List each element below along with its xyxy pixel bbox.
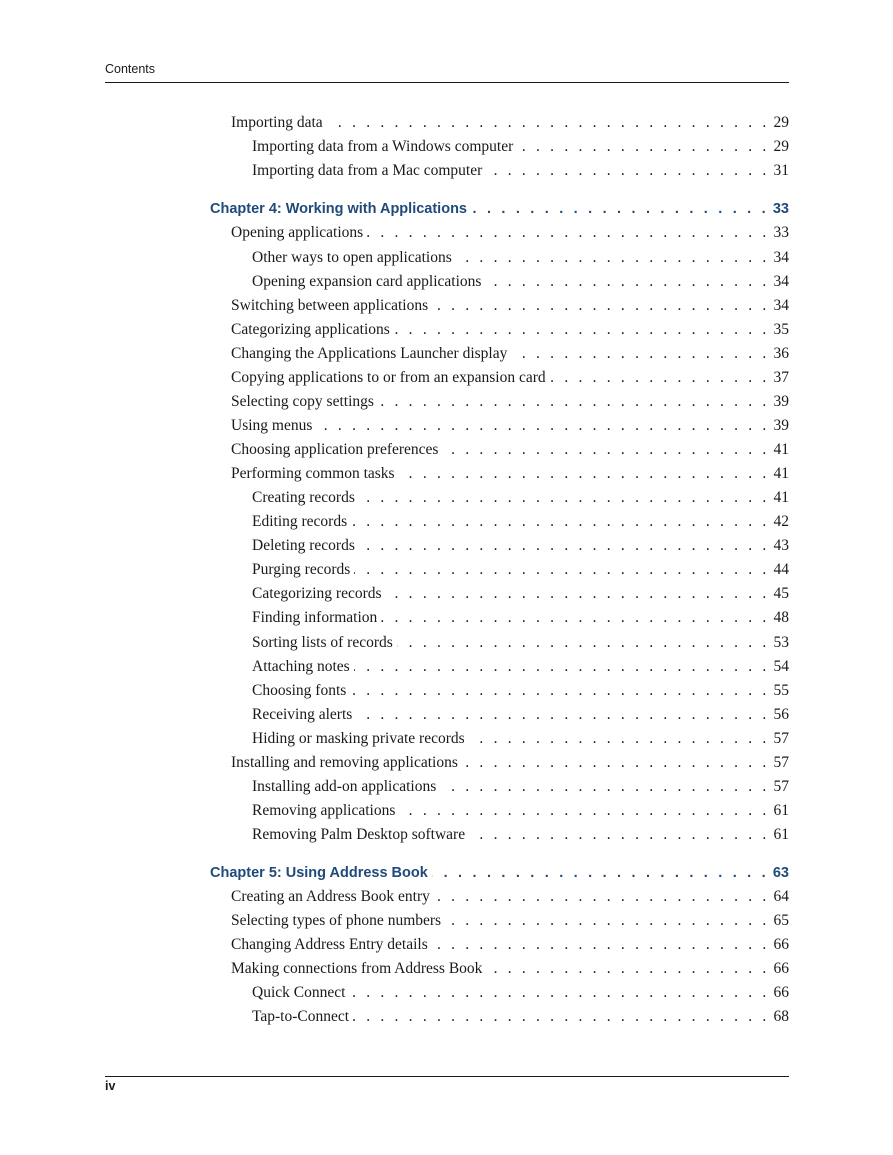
toc-entry-title: Making connections from Address Book: [231, 960, 483, 977]
toc-entry-title: Choosing fonts: [252, 682, 347, 699]
toc-dot-leader: [399, 464, 770, 484]
toc-entry[interactable]: [231, 320, 789, 340]
toc-dot-leader: [440, 777, 769, 797]
toc-dot-leader: [386, 584, 770, 604]
toc-entry[interactable]: [252, 1007, 789, 1027]
toc-entry-title: Performing common tasks: [231, 465, 395, 482]
toc-entry-page: 53: [773, 634, 789, 651]
toc-entry[interactable]: [231, 296, 789, 316]
toc-entry-title: Categorizing applications: [231, 321, 390, 338]
toc-entry[interactable]: [231, 344, 789, 364]
toc-entry-title: Removing applications: [252, 802, 396, 819]
toc-entry-page: 61: [773, 826, 789, 843]
toc-entry-page: 63: [772, 865, 789, 881]
toc-entry[interactable]: [231, 753, 789, 773]
toc-entry-page: 33: [773, 224, 789, 241]
toc-entry[interactable]: [231, 368, 789, 388]
toc-entry-title: Importing data from a Windows computer: [252, 138, 514, 155]
toc-entry-page: 34: [773, 297, 789, 314]
page-number: iv: [105, 1079, 116, 1093]
toc-entry[interactable]: [252, 272, 789, 292]
toc-entry[interactable]: [252, 681, 789, 701]
toc-entry[interactable]: [252, 777, 789, 797]
toc-entry-title: Copying applications to or from an expansion card: [231, 369, 546, 386]
toc-entry-page: 48: [773, 609, 789, 626]
toc-entry-title: Purging records: [252, 561, 351, 578]
toc-dot-leader: [434, 887, 770, 907]
toc-entry-title: Opening expansion card applications: [252, 273, 482, 290]
running-header: Contents: [105, 62, 156, 76]
toc-entry-page: 41: [773, 441, 789, 458]
toc-entry-page: 29: [773, 138, 789, 155]
toc-dot-leader: [432, 863, 769, 883]
toc-entry-title: Switching between applications: [231, 297, 429, 314]
toc-entry[interactable]: [231, 416, 789, 436]
toc-entry[interactable]: [252, 560, 789, 580]
toc-dot-leader: [442, 440, 769, 460]
toc-entry-page: 66: [773, 936, 789, 953]
toc-entry-title: Receiving alerts: [252, 706, 353, 723]
toc-entry-page: 34: [773, 249, 789, 266]
toc-entry-title: Choosing application preferences: [231, 441, 439, 458]
toc-dot-leader: [432, 935, 770, 955]
toc-entry-title: Attaching notes: [252, 658, 350, 675]
toc-entry-page: 43: [773, 537, 789, 554]
toc-entry[interactable]: [231, 887, 789, 907]
toc-entry-title: Changing Address Entry details: [231, 936, 428, 953]
toc-dot-leader: [327, 113, 770, 133]
footer-rule: [105, 1076, 789, 1077]
toc-entry-page: 57: [773, 730, 789, 747]
toc-entry-page: 29: [773, 114, 789, 131]
toc-entry-title: Importing data: [231, 114, 323, 131]
toc-entry[interactable]: [252, 536, 789, 556]
toc-entry[interactable]: [252, 584, 789, 604]
toc-entry-page: 33: [772, 201, 789, 217]
toc-entry-title: Quick Connect: [252, 984, 346, 1001]
toc-entry-title: Editing records: [252, 513, 348, 530]
toc-entry-title: Chapter 5: Using Address Book: [210, 865, 428, 881]
toc-entry[interactable]: [252, 248, 789, 268]
toc-dot-leader: [486, 959, 769, 979]
toc-entry-page: 39: [773, 417, 789, 434]
toc-dot-leader: [486, 161, 769, 181]
toc-entry-page: 37: [773, 369, 789, 386]
toc-entry[interactable]: [252, 825, 789, 845]
toc-dot-leader: [511, 344, 769, 364]
toc-entry[interactable]: [252, 729, 789, 749]
toc-dot-leader: [456, 248, 770, 268]
toc-entry-title: Installing and removing applications: [231, 754, 458, 771]
toc-dot-leader: [349, 983, 769, 1003]
toc-entry-page: 41: [773, 465, 789, 482]
toc-entry-title: Changing the Applications Launcher display: [231, 345, 508, 362]
toc-entry-page: 39: [773, 393, 789, 410]
toc-dot-leader: [378, 392, 770, 412]
toc-entry-title: Deleting records: [252, 537, 355, 554]
toc-entry-title: Chapter 4: Working with Applications: [210, 201, 467, 217]
toc-entry-page: 35: [773, 321, 789, 338]
toc-entry[interactable]: [252, 137, 789, 157]
toc-dot-leader: [381, 608, 769, 628]
toc-entry[interactable]: [252, 657, 789, 677]
toc-dot-leader: [316, 416, 769, 436]
toc-entry-title: Opening applications: [231, 224, 364, 241]
toc-entry-page: 61: [773, 802, 789, 819]
toc-entry[interactable]: [252, 801, 789, 821]
toc-dot-leader: [462, 753, 770, 773]
toc-entry-page: 66: [773, 960, 789, 977]
toc-entry[interactable]: [252, 161, 789, 181]
toc-entry-page: 55: [773, 682, 789, 699]
toc-entry-title: Selecting copy settings: [231, 393, 374, 410]
toc-entry-title: Other ways to open applications: [252, 249, 452, 266]
toc-entry[interactable]: [252, 512, 789, 532]
toc-entry[interactable]: [252, 983, 789, 1003]
toc-dot-leader: [397, 633, 770, 653]
toc-entry-page: 54: [773, 658, 789, 675]
toc-dot-leader: [485, 272, 769, 292]
toc-entry-page: 41: [773, 489, 789, 506]
toc-dot-leader: [394, 320, 770, 340]
toc-entry[interactable]: [252, 633, 789, 653]
toc-entry[interactable]: [231, 935, 789, 955]
toc-entry-page: 64: [773, 888, 789, 905]
toc-entry-title: Finding information: [252, 609, 378, 626]
toc-entry[interactable]: [252, 488, 789, 508]
toc-entry-title: Creating an Address Book entry: [231, 888, 430, 905]
toc-dot-leader: [517, 137, 769, 157]
toc-dot-leader: [351, 512, 769, 532]
toc-entry-page: 57: [773, 778, 789, 795]
toc-entry-title: Selecting types of phone numbers: [231, 912, 442, 929]
toc-dot-leader: [469, 729, 770, 749]
toc-chapter-heading[interactable]: [210, 863, 789, 883]
toc-entry[interactable]: [231, 392, 789, 412]
toc-entry-title: Categorizing records: [252, 585, 382, 602]
toc-entry[interactable]: [231, 440, 789, 460]
toc-entry-page: 68: [773, 1008, 789, 1025]
toc-entry[interactable]: [231, 223, 789, 243]
toc-chapter-heading[interactable]: [210, 199, 789, 219]
toc-entry[interactable]: [231, 959, 789, 979]
toc-entry-title: Removing Palm Desktop software: [252, 826, 466, 843]
toc-entry-page: 44: [773, 561, 789, 578]
toc-dot-leader: [359, 488, 770, 508]
toc-entry[interactable]: [252, 608, 789, 628]
toc-entry[interactable]: [231, 464, 789, 484]
toc-dot-leader: [359, 536, 770, 556]
toc-entry-page: 45: [773, 585, 789, 602]
toc-entry-title: Installing add-on applications: [252, 778, 437, 795]
toc-entry-title: Using menus: [231, 417, 313, 434]
toc-entry-page: 31: [773, 162, 789, 179]
toc-dot-leader: [350, 681, 769, 701]
toc-entry[interactable]: [252, 705, 789, 725]
toc-dot-leader: [367, 223, 769, 243]
toc-dot-leader: [354, 560, 769, 580]
toc-entry-page: 56: [773, 706, 789, 723]
toc-entry-title: Importing data from a Mac computer: [252, 162, 483, 179]
toc-entry-title: Tap-to-Connect: [252, 1008, 350, 1025]
toc-entry-page: 36: [773, 345, 789, 362]
toc-entry-title: Creating records: [252, 489, 355, 506]
toc-entry-page: 42: [773, 513, 789, 530]
toc-dot-leader: [354, 657, 770, 677]
toc-entry-page: 66: [773, 984, 789, 1001]
toc-entry-title: Hiding or masking private records: [252, 730, 465, 747]
toc-entry-title: Sorting lists of records: [252, 634, 393, 651]
toc-entry-page: 34: [773, 273, 789, 290]
toc-entry-page: 57: [773, 754, 789, 771]
toc-entry-page: 65: [773, 912, 789, 929]
toc-dot-leader: [353, 1007, 769, 1027]
toc-dot-leader: [399, 801, 769, 821]
toc-dot-leader: [550, 368, 770, 388]
toc-dot-leader: [445, 911, 769, 931]
toc-entry[interactable]: [231, 113, 789, 133]
toc-dot-leader: [356, 705, 769, 725]
toc-dot-leader: [432, 296, 769, 316]
toc-dot-leader: [469, 825, 769, 845]
toc-dot-leader: [471, 199, 769, 219]
toc-entry[interactable]: [231, 911, 789, 931]
